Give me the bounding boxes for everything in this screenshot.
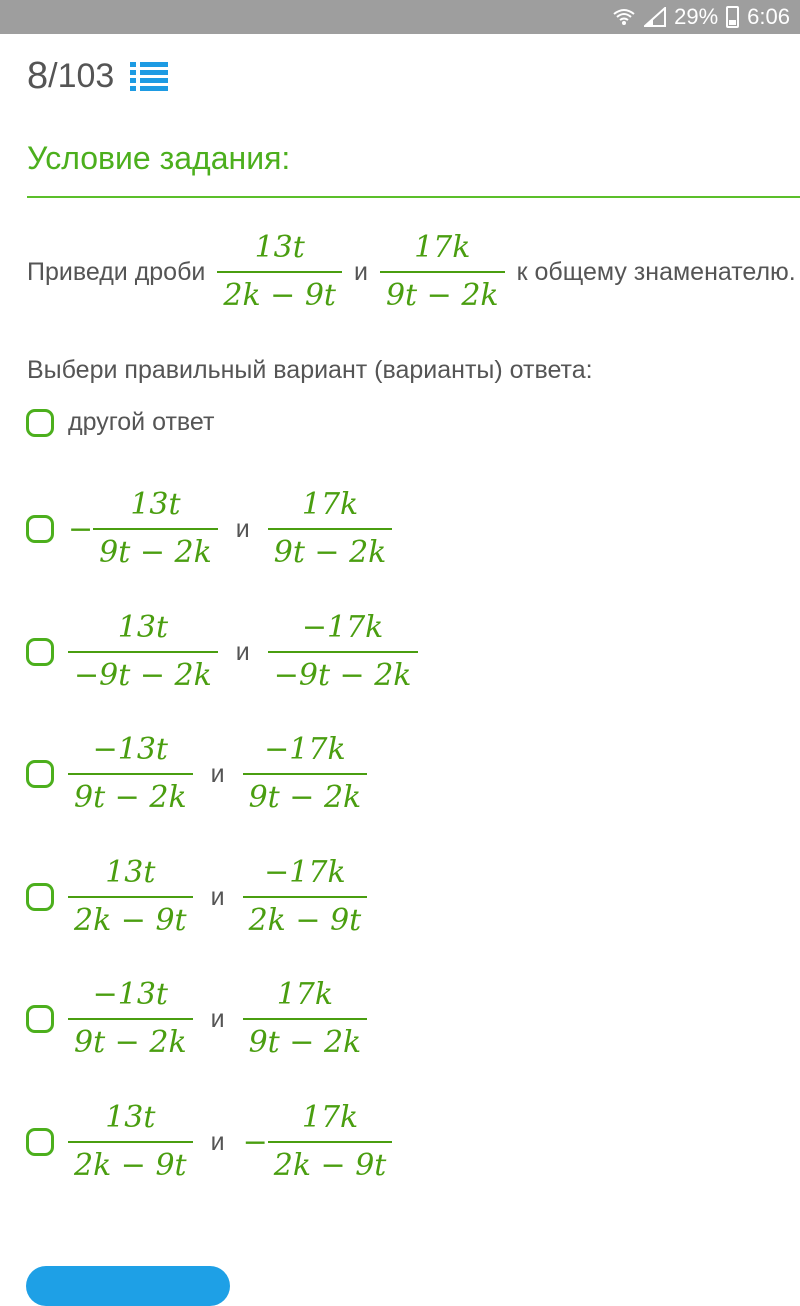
checkbox[interactable] (26, 1128, 54, 1156)
numerator: 17k (301, 1100, 359, 1135)
checkbox[interactable] (26, 1005, 54, 1033)
conjunction: и (210, 882, 225, 911)
task-list-icon[interactable] (130, 61, 168, 91)
fraction (93, 486, 218, 572)
conjunction: и (235, 514, 250, 543)
fraction (380, 229, 505, 315)
denominator: 2k − 9t (68, 896, 193, 940)
submit-button[interactable] (26, 1266, 230, 1306)
denominator: 9t − 2k (243, 773, 368, 817)
fraction (68, 854, 193, 940)
numerator: 13t (117, 610, 168, 645)
fraction (243, 854, 368, 940)
checkbox[interactable] (26, 760, 54, 788)
numerator: 13t (254, 230, 305, 265)
problem-prefix: Приведи дроби (27, 257, 206, 286)
battery-icon (726, 6, 739, 28)
checkbox[interactable] (26, 638, 54, 666)
conjunction: и (210, 1127, 225, 1156)
numerator: −13t (92, 732, 168, 767)
checkbox[interactable] (26, 883, 54, 911)
task-counter (27, 52, 168, 100)
denominator: 9t − 2k (68, 773, 193, 817)
minus-sign: − (242, 1124, 268, 1160)
fraction (217, 229, 342, 315)
numerator: 13t (105, 1100, 156, 1135)
fraction (268, 609, 418, 695)
fraction (268, 1099, 393, 1185)
numerator: 13t (105, 855, 156, 890)
answer-option[interactable] (26, 609, 418, 695)
answer-option[interactable] (26, 731, 367, 817)
checkbox[interactable] (26, 409, 54, 437)
wifi-icon (612, 7, 636, 27)
checkbox[interactable] (26, 515, 54, 543)
answer-option[interactable] (26, 854, 367, 940)
answer-option[interactable] (26, 976, 367, 1062)
numerator: −17k (301, 610, 384, 645)
minus-sign: − (68, 511, 94, 547)
status-bar (0, 0, 800, 34)
denominator: 9t − 2k (268, 528, 393, 572)
denominator: −9t − 2k (268, 651, 418, 695)
numerator: 13t (130, 487, 181, 522)
answer-option[interactable] (26, 486, 392, 572)
fraction (268, 486, 393, 572)
option-other-answer[interactable] (26, 408, 214, 437)
fraction (68, 976, 193, 1062)
denominator: 9t − 2k (68, 1018, 193, 1062)
numerator: 17k (276, 977, 334, 1012)
signal-icon (644, 7, 666, 27)
denominator: 9t − 2k (93, 528, 218, 572)
numerator: 17k (301, 487, 359, 522)
status-icons (612, 0, 790, 34)
denominator: 2k − 9t (68, 1141, 193, 1185)
option-label: другой ответ (68, 408, 215, 436)
battery-percent: 29% (674, 4, 719, 29)
denominator: 2k − 9t (243, 896, 368, 940)
fraction (68, 609, 218, 695)
task-total: /103 (48, 56, 115, 95)
numerator: 17k (414, 230, 471, 265)
answer-prompt: Выбери правильный вариант (варианты) ответа: (27, 356, 593, 384)
divider (27, 196, 800, 198)
denominator: 2k − 9t (217, 271, 342, 315)
denominator: 9t − 2k (380, 271, 505, 315)
numerator: −17k (264, 732, 346, 767)
denominator: 9t − 2k (243, 1018, 368, 1062)
fraction (243, 731, 368, 817)
numerator: −13t (92, 977, 168, 1012)
fraction (68, 1099, 193, 1185)
denominator: 2k − 9t (268, 1141, 393, 1185)
fraction (243, 976, 368, 1062)
conjunction: и (354, 257, 368, 286)
clock: 6:06 (747, 4, 790, 29)
problem-statement (27, 228, 796, 316)
conjunction: и (235, 637, 250, 666)
conjunction: и (210, 1004, 225, 1033)
numerator: −17k (264, 855, 346, 890)
denominator: −9t − 2k (68, 651, 218, 695)
problem-suffix: к общему знаменателю. (516, 257, 796, 286)
task-current: 8 (27, 54, 49, 97)
conjunction: и (210, 759, 225, 788)
section-title: Условие задания: (27, 140, 291, 176)
answer-option[interactable] (26, 1099, 392, 1185)
fraction (68, 731, 193, 817)
